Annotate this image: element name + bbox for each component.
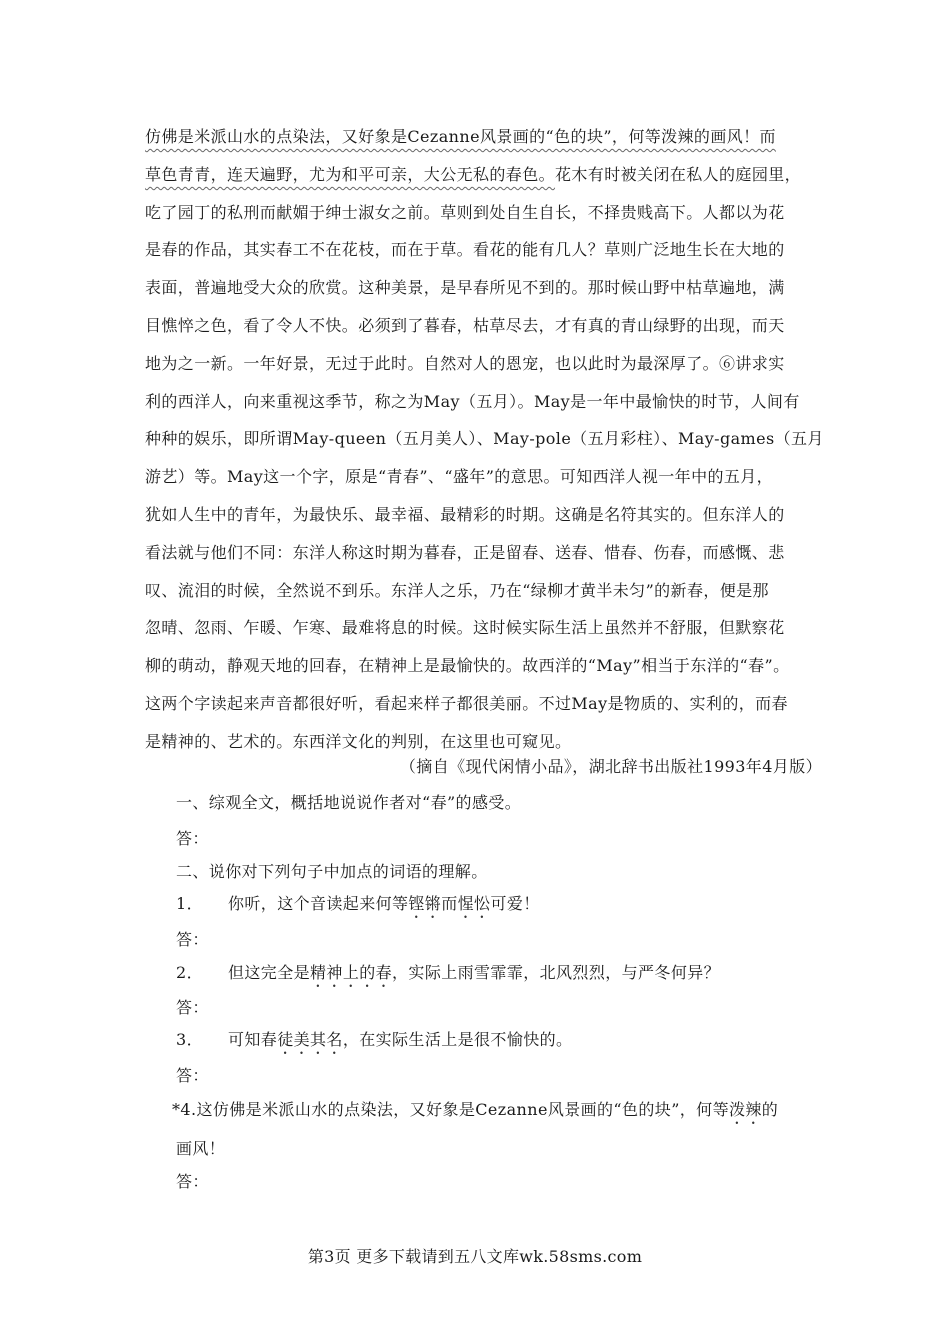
passage-line: 忽晴、忽雨、乍暖、乍寒、最难将息的时候。这时候实际生活上虽然并不舒服，但默察花 (145, 618, 785, 638)
wavy-underlined-text: 草色青青，连天遍野，尤为和平可亲，大公无私的春色。 (145, 164, 556, 184)
passage-line: 地为之一新。一年好景，无过于此时。自然对人的恩宠，也以此时为最深厚了。⑥讲求实 (145, 353, 785, 373)
passage (145, 122, 824, 765)
sentence-text: 但这完全是 (228, 963, 311, 982)
sentence-text: 而 (441, 894, 458, 913)
wavy-underlined-text: 仿佛是米派山水的点染法，又好象是Cezanne风景画的“色的块”，何等泼辣的画风！而 (145, 127, 776, 146)
passage-line: 叹、流泪的时候，全然说不到乐。东洋人之乐，乃在“绿柳才黄半未匀”的新春，便是那 (145, 580, 769, 600)
passage-line: 看法就与他们不同：东洋人称这时期为暮春，正是留春、送春、惜春、伤春，而感慨、悲 (145, 542, 785, 562)
passage-line: 犹如人生中的青年，为最快乐、最幸福、最精彩的时期。这确是名符其实的。但东洋人的 (145, 504, 785, 524)
dotted-word: 徒美其名 (277, 1030, 343, 1049)
passage-line: 吃了园丁的私刑而献媚于绅士淑女之前。草则到处自生自长，不择贵贱高下。人都以为花 (145, 202, 785, 222)
passage-line: 种种的娱乐，即所谓May-queen（五月美人）、May-pole（五月彩柱）、May-games（五月 (145, 429, 824, 449)
passage-line (145, 160, 815, 198)
passage-line: 目憔悴之色，看了令人不快。必须到了暮春，枯草尽去，才有真的青山绿野的出现，而天 (145, 315, 785, 335)
sentence-number: 1． (176, 894, 203, 913)
answer-label: 答： (176, 930, 209, 949)
page-footer: 第3页 更多下载请到五八文库wk.58sms.com (307, 1247, 643, 1266)
passage-line: 利的西洋人，向来重视这季节，称之为May（五月）。May是一年中最愉快的时节，人间有 (145, 391, 800, 411)
passage-line: 表面，普遍地受大众的欣赏。这种美景，是早春所见不到的。那时候山野中枯草遍地，满 (145, 278, 785, 298)
answer-label: 答： (176, 829, 209, 848)
question-2: 二、说你对下列句子中加点的词语的理解。 (176, 862, 488, 881)
passage-line: 游艺）等。May这一个字，原是“青春”、“盛年”的意思。可知西洋人视一年中的五月， (145, 467, 774, 487)
passage-line: 柳的萌动，静观天地的回春，在精神上是最愉快的。故西洋的“May”相当于东洋的“春”。 (145, 656, 790, 676)
sentence-text: ，实际上雨雪霏霏，北风烈烈，与严冬何异？ (392, 963, 721, 982)
sentence-4-continued: 画风！ (176, 1139, 226, 1158)
sentence-4 (172, 1097, 778, 1128)
answer-label: 答： (176, 998, 209, 1017)
question-1: 一、综观全文，概括地说说作者对“春”的感受。 (176, 793, 522, 812)
sentence-1 (176, 891, 540, 922)
passage-line: 这两个字读起来声音都很好听，看起来样子都很美丽。不过May是物质的、实利的，而春 (145, 693, 788, 713)
dotted-word: 精神上的春 (310, 963, 393, 982)
sentence-text: 你听，这个音读起来何等 (228, 894, 409, 913)
sentence-text: ，在实际生活上是很不愉快的。 (342, 1030, 573, 1049)
answer-label: 答： (176, 1172, 209, 1191)
passage-line: 是精神的、艺术的。东西洋文化的判别，在这里也可窥见。 (145, 731, 572, 751)
dotted-word: 铿锵 (408, 894, 442, 913)
sentence-3 (176, 1027, 572, 1058)
passage-line (145, 122, 815, 160)
dotted-word: 泼辣 (728, 1100, 762, 1119)
sentence-2 (176, 960, 720, 991)
passage-line: 是春的作品，其实春工不在花枝，而在于草。看花的能有几人？草则广泛地生长在大地的 (145, 240, 785, 260)
dotted-word: 惺忪 (457, 894, 491, 913)
answer-label: 答： (176, 1066, 209, 1085)
sentence-number: 2． (176, 963, 203, 982)
sentence-text: *4.这仿佛是米派山水的点染法，又好象是Cezanne风景画的“色的块”，何等 (172, 1100, 729, 1119)
source-citation: （摘自《现代闲情小品》，湖北辞书出版社1993年4月版） (399, 757, 822, 776)
sentence-text: 可爱！ (490, 894, 540, 913)
passage-text: 花木有时被关闭在私人的庭园里， (555, 164, 802, 184)
sentence-text: 的 (761, 1100, 779, 1119)
sentence-text: 可知春 (228, 1030, 278, 1049)
sentence-number: 3． (176, 1030, 203, 1049)
